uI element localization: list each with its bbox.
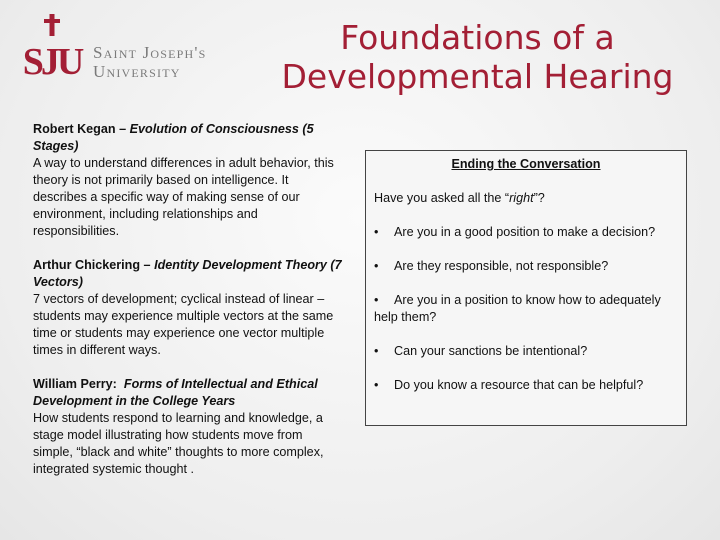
theory-work: Identity Development Theory (7 Vectors) — [33, 258, 342, 289]
theory-dash — [117, 377, 124, 391]
bullet-text: Are you in a good position to make a decision? — [394, 225, 656, 239]
question-emphasis: right — [509, 191, 534, 205]
conversation-bullet — [374, 343, 678, 360]
conversation-bullet — [374, 224, 678, 241]
theory-work: Evolution of Consciousness (5 Stages) — [33, 122, 314, 153]
conversation-bullet — [374, 377, 678, 394]
bullet-text: Can your sanctions be intentional? — [394, 344, 588, 358]
question-text-start: Have you asked all the “ — [374, 191, 510, 205]
theory-body: How students respond to learning and knowledge, a stage model illustrating how students move from simple, “black and white” thoughts to more complex, integrated systemic thought . — [33, 411, 324, 476]
logo-monogram: SJU — [22, 41, 82, 83]
theory-heading — [33, 121, 345, 155]
theory-kegan — [33, 121, 345, 240]
bullet-text: Do you know a resource that can be helpful? — [394, 378, 644, 392]
bullet-dot-icon: • — [374, 259, 379, 273]
sju-seal-icon — [18, 14, 88, 84]
conversation-bullet — [374, 292, 678, 326]
university-name — [93, 43, 207, 81]
theory-perry — [33, 376, 345, 478]
bullet-text: Are they responsible, not responsible? — [394, 259, 609, 273]
conversation-title: Ending the Conversation — [451, 157, 601, 171]
slide-title-line2: Developmental Hearing — [281, 57, 674, 96]
bullet-dot-icon: • — [374, 344, 379, 358]
theory-heading — [33, 257, 345, 291]
theory-author: Robert Kegan — [33, 122, 116, 136]
theory-body: 7 vectors of development; cyclical instead of linear – students may experience multiple vectors at the same time or students may experience one vector multiple times in different ways. — [33, 292, 334, 357]
conversation-bullet — [374, 258, 678, 275]
bullet-dot-icon: • — [374, 378, 379, 392]
university-logo — [18, 14, 233, 84]
question-text-end: ”? — [533, 191, 545, 205]
slide-title-line1: Foundations of a — [340, 18, 615, 57]
slide-title — [240, 18, 715, 96]
theory-author: William Perry: — [33, 377, 117, 391]
theory-dash: – — [115, 122, 130, 136]
theory-chickering — [33, 257, 345, 359]
university-name-line1: Saint Joseph's — [93, 43, 207, 62]
theory-heading — [33, 376, 345, 410]
theory-dash: – — [140, 258, 155, 272]
bullet-dot-icon: • — [374, 225, 379, 239]
bullet-dot-icon: • — [374, 293, 379, 307]
university-name-line2: University — [93, 62, 181, 81]
bullet-text: Are you in a position to know how to adequately help them? — [374, 293, 661, 324]
conversation-box — [365, 150, 687, 426]
conversation-question — [374, 190, 678, 207]
theory-author: Arthur Chickering — [33, 258, 141, 272]
theory-work: Forms of Intellectual and Ethical Development in the College Years — [33, 377, 318, 408]
theory-body: A way to understand differences in adult behavior, this theory is not primarily based on intelligence. It describes a specific way of making sense of our environment, including relationships and responsibilities. — [33, 156, 334, 238]
theories-column — [33, 121, 345, 495]
